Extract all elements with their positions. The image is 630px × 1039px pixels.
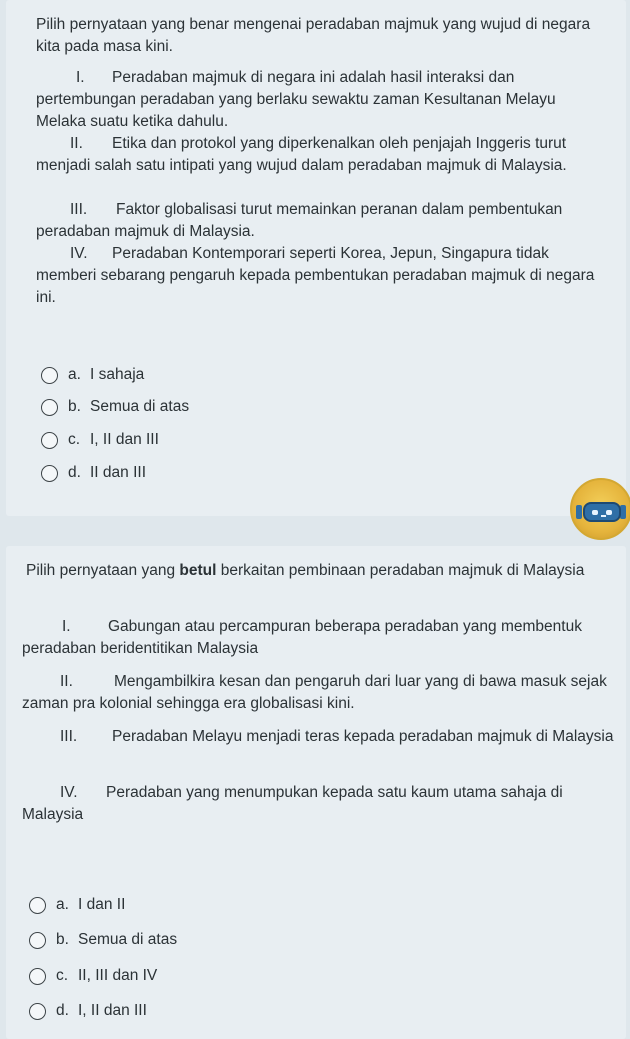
robot-mouth — [601, 515, 606, 517]
question-1-statement-2 — [36, 133, 606, 177]
radio-button[interactable] — [29, 932, 46, 949]
question-1-statement-1 — [36, 67, 606, 133]
question-1-statement-3 — [36, 199, 606, 243]
question-2-option-a[interactable] — [29, 896, 125, 914]
radio-button[interactable] — [41, 399, 58, 416]
robot-assistant-icon[interactable] — [570, 478, 630, 540]
question-1-option-c[interactable] — [41, 431, 159, 449]
option-letter: c. — [68, 431, 81, 448]
question-card-2 — [6, 546, 626, 1039]
radio-button[interactable] — [29, 968, 46, 985]
question-1-option-a[interactable] — [41, 366, 144, 384]
robot-eye — [592, 510, 598, 515]
radio-button[interactable] — [29, 897, 46, 914]
statement-number: II. — [70, 135, 83, 152]
question-2-statement-1 — [22, 616, 616, 660]
option-letter: d. — [68, 464, 81, 481]
question-1-prompt: Pilih pernyataan yang benar mengenai peradaban majmuk yang wujud di negara kita pada masa kini. — [36, 16, 591, 55]
prompt-text: Pilih pernyataan yang — [26, 562, 180, 579]
option-letter: b. — [56, 931, 69, 948]
statement-number: IV. — [60, 784, 78, 801]
option-text: Semua di atas — [90, 398, 190, 415]
option-text: I dan II — [78, 896, 126, 913]
statement-text: Peradaban Melayu menjadi teras kepada peradaban majmuk di Malaysia — [112, 728, 614, 745]
question-2-option-b[interactable] — [29, 931, 177, 949]
question-card-1 — [6, 0, 626, 516]
radio-button[interactable] — [41, 432, 58, 449]
statement-number: IV. — [70, 245, 88, 262]
statement-number: II. — [60, 673, 73, 690]
question-1-option-b[interactable] — [41, 398, 189, 416]
option-letter: d. — [56, 1002, 69, 1019]
question-2-statement-2 — [22, 671, 616, 715]
statement-text: Peradaban majmuk di negara ini adalah hasil interaksi dan pertembungan peradaban yang berlaku sewaktu zaman Kesultanan Melayu Melaka suatu ketika dahulu. — [36, 69, 556, 130]
radio-button[interactable] — [41, 465, 58, 482]
statement-text: Etika dan protokol yang diperkenalkan oleh penjajah Inggeris turut menjadi salah satu intipati yang wujud dalam peradaban majmuk di Malaysia. — [36, 135, 567, 174]
statement-number: I. — [62, 618, 71, 635]
radio-button[interactable] — [29, 1003, 46, 1020]
question-2-statement-4 — [22, 782, 616, 826]
option-text: I, II dan III — [78, 1002, 147, 1019]
option-letter: c. — [56, 967, 69, 984]
question-1-option-d[interactable] — [41, 464, 146, 482]
question-2-option-d[interactable] — [29, 1002, 147, 1020]
statement-number: I. — [76, 69, 85, 86]
option-letter: a. — [68, 366, 81, 383]
question-2-option-c[interactable] — [29, 967, 157, 985]
prompt-text: berkaitan pembinaan peradaban majmuk di Malaysia — [216, 562, 585, 579]
robot-ear — [576, 505, 582, 519]
statement-text: Faktor globalisasi turut memainkan peranan dalam pembentukan peradaban majmuk di Malaysia. — [36, 201, 563, 240]
statement-text: Peradaban yang menumpukan kepada satu kaum utama sahaja di Malaysia — [22, 784, 563, 823]
option-text: I, II dan III — [90, 431, 159, 448]
statement-text: Gabungan atau percampuran beberapa peradaban yang membentuk peradaban beridentitikan Malaysia — [22, 618, 582, 657]
option-text: II, III dan IV — [78, 967, 158, 984]
option-text: Semua di atas — [78, 931, 178, 948]
statement-number: III. — [60, 728, 78, 745]
option-letter: a. — [56, 896, 69, 913]
question-1-statement-4 — [36, 243, 606, 309]
robot-face — [583, 502, 621, 522]
robot-eye — [606, 510, 612, 515]
question-2-prompt — [26, 560, 606, 582]
option-text: II dan III — [90, 464, 147, 481]
option-letter: b. — [68, 398, 81, 415]
statement-number: III. — [70, 201, 88, 218]
statement-text: Peradaban Kontemporari seperti Korea, Jepun, Singapura tidak memberi sebarang pengaruh kepada pembentukan peradaban majmuk di negara ini. — [36, 245, 595, 306]
statement-text: Mengambilkira kesan dan pengaruh dari luar yang di bawa masuk sejak zaman pra kolonial sehingga era globalisasi kini. — [22, 673, 607, 712]
radio-button[interactable] — [41, 367, 58, 384]
prompt-emphasis: betul — [179, 562, 217, 579]
option-text: I sahaja — [90, 366, 145, 383]
question-2-statement-3 — [22, 726, 616, 748]
